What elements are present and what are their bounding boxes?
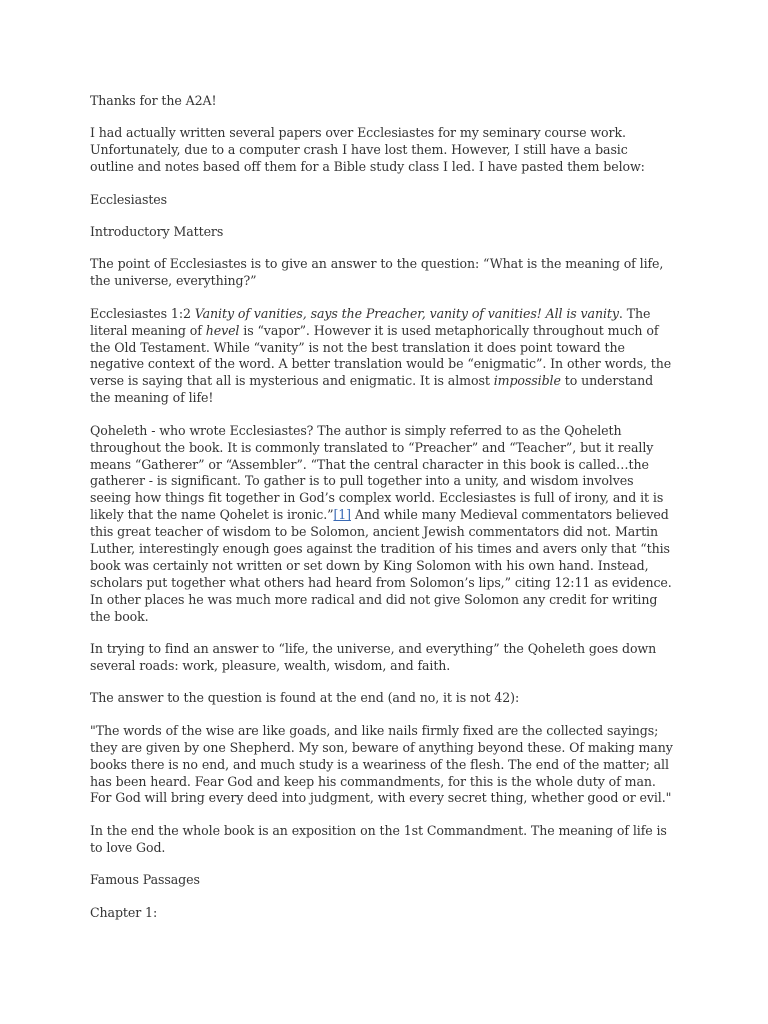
intro-line: I had actually written several papers over Ecclesiastes for my seminary course work.	[90, 125, 626, 141]
scripture-quote: "The words of the wise are like goads, and like nails firmly fixed are the collected sayings; they are given by one Shepherd. My son, beware of anything beyond these. Of making many books there is no end, and much study is a weariness of the flesh. The end of the matter; all has been heard. Fear God and keep his commandments, for this is the whole duty of man. For God will bring every deed into judgment, with every secret thing, whether good or evil."	[90, 722, 673, 806]
conclusion-paragraph: In the end the whole book is an exposition on the 1st Commandment. The meaning of life is to love God.	[90, 822, 667, 855]
intro-line: outline and notes based off them for a Bible study class I led. I have pasted them below:	[90, 159, 645, 175]
vanity-paragraph: Ecclesiastes 1:2 Vanity of vanities, says the Preacher, vanity of vanities! All is vanity. The literal meaning of hevel is “vapor”. However it is used metaphorically throughout much of the Old Testament. While “vanity” is not the best translation it does point toward the negative context of the word. A better translation would be “enigmatic”. In other words, the verse is saying that all is mysterious and enigmatic. It is almost impossible to understand the meaning of life!	[90, 305, 672, 406]
qoheleth-paragraph: Qoheleth - who wrote Ecclesiastes? The author is simply referred to as the Qoheleth throughout the book. It is commonly translated to “Preacher” and “Teacher”, but it really means “Gatherer” or “Assembler”. “That the central character in this book is called…the gatherer - is significant. To gather is to pull together into a unity, and wisdom involves seeing how things fit together in God’s complex world. Ecclesiastes is full of irony, and it is likely that the name Qohelet is ironic.”[1] And while many Medieval commentators believed this great teacher of wisdom to be Solomon, ancient Jewish commentators did not. Martin Luther, interestingly enough goes against the tradition of his times and avers only that “this book was certainly not written or set down by King Solomon with his own hand. Instead, scholars put together what others had heard from Solomon’s lips,” citing 12:11 as evidence. In other places he was much more radical and did not give Solomon any credit for writing the book.	[90, 422, 672, 624]
heading-introductory-matters: Introductory Matters	[90, 224, 224, 240]
heading-ecclesiastes: Ecclesiastes	[90, 191, 168, 207]
heading-chapter-1: Chapter 1:	[90, 904, 158, 920]
heading-famous-passages: Famous Passages	[90, 872, 200, 888]
impossible-emphasis: impossible	[493, 373, 561, 389]
footnote-link[interactable]: [1]	[333, 507, 351, 523]
hevel-term: hevel	[205, 322, 240, 338]
greeting: Thanks for the A2A!	[90, 93, 217, 108]
verse-quote: Vanity of vanities, says the Preacher, vanity of vanities! All is vanity	[194, 305, 619, 321]
intro-paragraph	[90, 125, 728, 176]
answer-end-paragraph: The answer to the question is found at the end (and no, it is not 42):	[90, 690, 520, 706]
point-line: The point of Ecclesiastes is to give an answer to the question: “What is the meaning of life,	[90, 256, 664, 272]
point-paragraph	[90, 256, 728, 290]
intro-line: Unfortunately, due to a computer crash I have lost them. However, I still have a basic	[90, 142, 628, 158]
roads-paragraph: In trying to find an answer to “life, the universe, and everything” the Qoheleth goes down several roads: work, pleasure, wealth, wisdom, and faith.	[90, 641, 657, 673]
verse-reference: Ecclesiastes 1:2	[90, 305, 195, 321]
point-line: the universe, everything?”	[90, 273, 257, 289]
